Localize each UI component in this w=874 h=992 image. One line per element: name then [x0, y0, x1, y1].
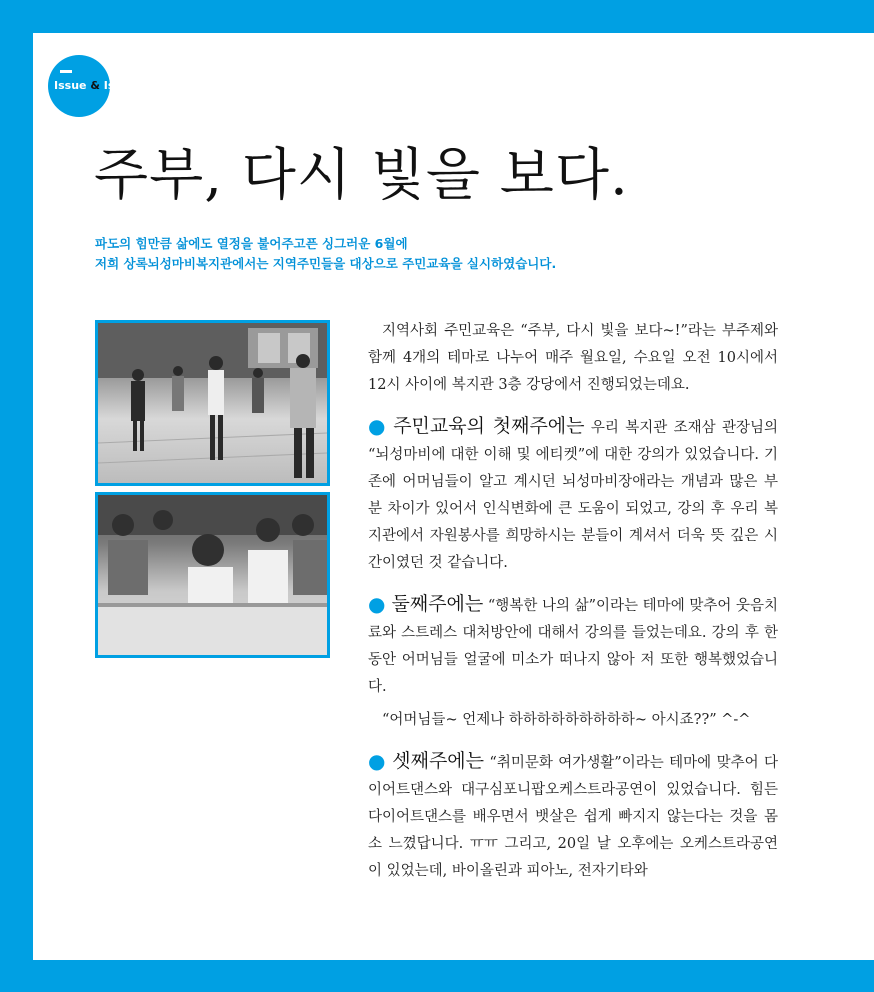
week1-text: 우리 복지관 조재삼 관장님의 “뇌성마비에 대한 이해 및 에티켓”에 대한 강의가 있었습니다. 기존에 어머님들이 알고 계시던 뇌성마비장애라는 개념과 많은 부분 차이가 있어서 인식변화에 큰 도움이 되었고, 강의 후 우리 복지관에서 자원봉사를 희망하시는 분들이 계셔서 더욱 뜻 깊은 시간이였던 것 같습니다.: [368, 420, 778, 571]
article-body: [368, 318, 778, 899]
bullet-icon: ●: [368, 749, 387, 773]
subtitle: [95, 234, 556, 274]
week2-heading: 둘째주에는: [391, 593, 484, 615]
intro-paragraph: 지역사회 주민교육은 “주부, 다시 빛을 보다~!”라는 부주제와 함께 4개의 테마로 나누어 매주 월요일, 수요일 오전 10시에서 12시 사이에 복지관 3층 강당에서 진행되었는데요.: [368, 323, 778, 393]
subtitle-line: 저희 상록뇌성마비복지관에서는 지역주민들을 대상으로 주민교육을 실시하였습니다.: [95, 256, 557, 271]
week3-text: “취미문화 여가생활”이라는 테마에 맞추어 다이어트댄스와 대구심포니팝오케스트라공연이 있었습니다. 힘든 다이어트댄스를 배우면서 뱃살은 쉽게 빠지지 않는다는 것을 몸소 느꼈답니다. ㅠㅠ 그리고, 20일 날 오후에는 오케스트라공연이 있었는데, 바이올린과 피아노, 전자기타와: [368, 755, 778, 879]
week1-heading: 주민교육의 첫째주에는: [393, 415, 585, 437]
page-title: 주부, 다시 빛을 보다.: [94, 143, 629, 208]
bullet-icon: ●: [368, 592, 386, 616]
subtitle-line: 파도의 힘만큼 삶에도 열정을 불어주고픈 싱그러운 6월에: [95, 236, 408, 251]
bottom-frame-bar: [0, 960, 874, 992]
week1-paragraph: [368, 413, 778, 577]
section-badge-label: Issue & Issue: [54, 79, 137, 92]
top-frame-bar: [0, 0, 874, 33]
week2-paragraph: [368, 591, 778, 701]
dance-class-photo: [95, 320, 330, 486]
week3-heading: 셋째주에는: [392, 750, 485, 772]
left-frame-bar: [0, 0, 33, 992]
laughter-class-photo: [95, 492, 330, 658]
badge-dash: [60, 70, 72, 73]
week2-quote: “어머님들~ 언제나 하하하하하하하하하~ 아시죠??” ^-^: [382, 712, 751, 728]
week3-paragraph: [368, 748, 778, 885]
bullet-icon: ●: [368, 414, 388, 438]
week2-text: “행복한 나의 삶”이라는 테마에 맞추어 웃음치료와 스트레스 대처방안에 대해서 강의를 들었는데요. 강의 후 한동안 어머님들 얼굴에 미소가 떠나지 않아 저 또한 행복했었습니다.: [368, 598, 779, 695]
